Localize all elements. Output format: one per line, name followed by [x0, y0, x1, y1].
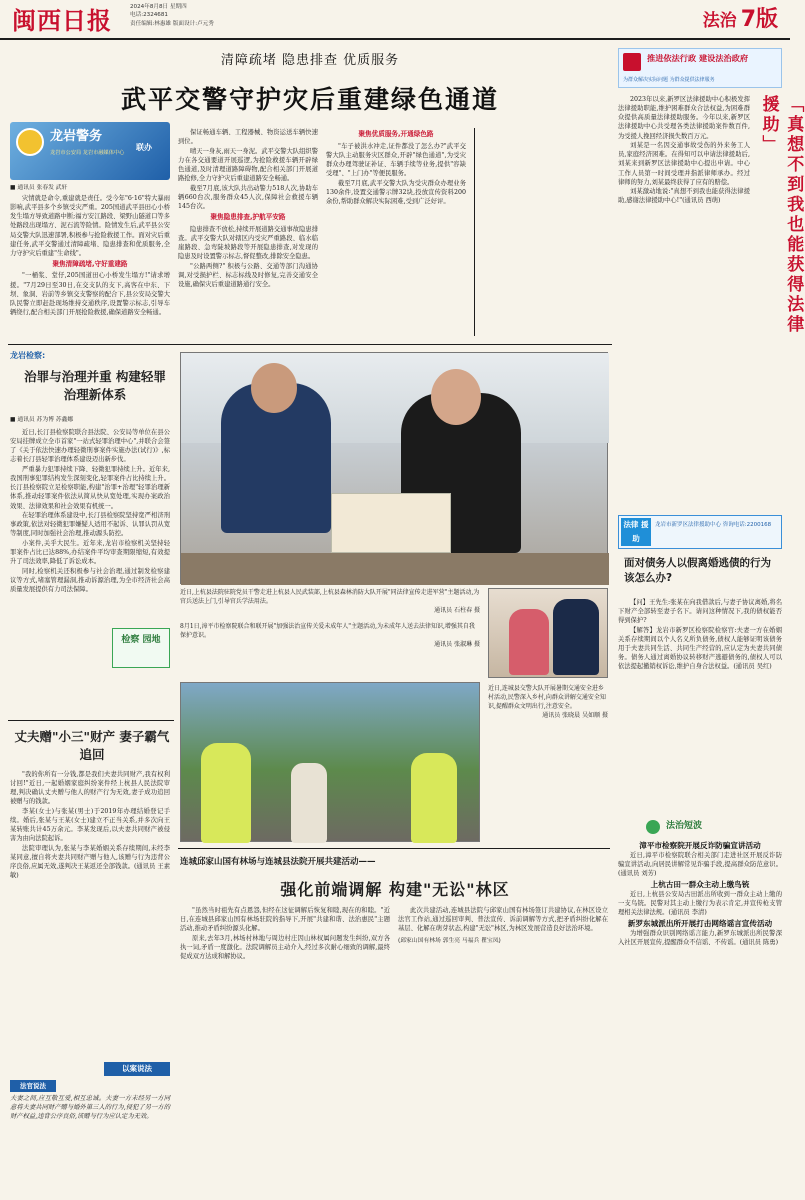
section-divider — [8, 720, 174, 721]
issue-phone: 电话:2324681 — [130, 12, 168, 19]
page-number: 7版 — [740, 7, 778, 32]
main-photo-credit: 通讯员 石柱春 摄 — [434, 607, 480, 614]
procuratorate-paragraph: 小案件,关乎大民生。近年来,龙岩市检察机关坚持轻罪案件占比已达88%,办结案件平均审查期限缩短,有效提升了司法效率,降低了诉讼成本。 — [10, 540, 170, 566]
forest-court-paragraph: "虽然当时祖先有点恩怨,但经在这征调解后恢复和睦,现在的和睦。"近日,在连城县邱家山国有林场驻院的指导下,开展"共建和谐、法治惠民"主题活动,推动矛盾纠纷源头化解。 — [180, 907, 390, 933]
third-photo-caption — [488, 684, 608, 720]
short-news-text: 为增强群众识别网络谣言能力,新罗东城派出所民警深入社区开展宣传,提醒群众不信谣、不传谣。(通讯员 陈勇) — [618, 929, 782, 946]
legal-aid-banner — [618, 48, 782, 88]
main-photo-caption — [180, 588, 480, 615]
procuratorate-byline: ■ 通讯员 苏为博 苏鑫娜 — [10, 417, 74, 423]
brochure — [331, 493, 451, 553]
masthead-meta — [130, 3, 350, 28]
main-photo — [180, 352, 608, 584]
procuratorate-badge: 检察 园地 — [112, 628, 170, 668]
qa-body — [618, 598, 782, 672]
short-news-list — [618, 840, 782, 948]
traffic-officer-figure — [411, 753, 457, 843]
qa-title: 面对债务人以假离婚逃债的行为该怎么办? — [624, 557, 771, 585]
police-badge — [10, 122, 170, 180]
legal-aid-tag: 法律 援助 — [621, 518, 651, 546]
newspaper-logo: 闽西日报 — [12, 6, 112, 35]
section-name: 法治 — [702, 11, 737, 31]
lead-paragraph: 截至7月底,该大队共出动警力518人次,协助车辆660台次,服务群众45人次,保障社会救援车辆145台次。 — [178, 184, 318, 210]
judge-head — [431, 369, 481, 425]
lead-paragraph: 截至7月底,武平交警大队为受灾群众办理业务130余件,设置交通警示牌32块,投放宣传资料200余份,帮助群众解决实际困难,受到广泛好评。 — [326, 179, 466, 205]
leaf-icon — [646, 820, 660, 834]
legal-aid-body — [618, 95, 750, 206]
editors: 责任编辑:林惠雄 版面设计:卢元秀 — [130, 20, 214, 27]
child-figure — [509, 609, 549, 675]
lead-paragraph: 灾情就是命令,重建就是责任。受今年"6·16"特大暴雨影响,武平县多个乡镇受灾严重。205国道武平县田心小桥发生塌方导致道路中断;福方安江路段、梁野山隧道口等多处路段出现塌方、泥石流等险情。险情发生后,武平县公安局交警大队迅速部署,积极参与抢险救援工作。面对灾后重建任务,武平交警通过清障疏堵、隐患排查和优质服务,全力守护灾后重建"生命线"。 — [10, 195, 170, 257]
procuratorate-body — [10, 428, 170, 595]
second-photo — [488, 588, 608, 678]
procuratorate-paragraph: 同时,检察机关还积极参与社会治理,通过制发检察建议等方式,堵塞管理漏洞,推动诉源治理,为全市经济社会高质量发展提供有力司法保障。 — [10, 567, 170, 594]
third-photo-credit: 通讯员 张晓晨 吴如顺 摄 — [542, 712, 608, 719]
legal-aid-banner-text: 推进依法行政 建设法治政府 — [647, 53, 749, 63]
legal-aid-info-box — [618, 515, 782, 549]
lead-paragraph: 保证畅通车辆、工程器械、物资运送车辆快速到位。 — [178, 129, 318, 146]
forest-court-column-2 — [398, 906, 608, 946]
procuratorate-headline: 治罪与治理并重 构建轻罪治理新体系 — [24, 369, 166, 403]
lead-column-3 — [326, 128, 466, 206]
legal-aid-title: 「真想不到我也能获得法律援助」 — [758, 95, 804, 335]
second-photo-credit: 通讯员 张淑琳 摄 — [434, 641, 480, 648]
legal-aid-paragraph: 刘某是一名因交通事故受伤的外来务工人员,家庭经济困难。在得知可以申请法律援助后,刘某来到新罗区法律援助中心提出申请。中心工作人员第一时间受理并指派律师承办。经过律师的努力,刘某最终获得了应有的赔偿。 — [618, 142, 750, 186]
short-news-text: 近日,漳平市检察院联合相关部门走进社区开展反诈防骗宣讲活动,向居民讲解常见诈骗手段,提高群众防范意识。(通讯员 刘芳) — [618, 852, 782, 878]
officer-head — [251, 363, 297, 413]
traffic-officer-figure — [201, 743, 251, 843]
justice-logo-icon — [623, 53, 641, 71]
lead-subhead-1: 聚焦清障疏堵,守好重建路 — [52, 259, 128, 268]
procuratorate-label: 龙岩检察: — [10, 351, 46, 360]
qa-paragraph: 【解答】龙岩市新罗区检察院检察官:夫妻一方在婚姻关系存续期间以个人名义所负债务,债权人能够证明该债务用于夫妻共同生活、共同生产经营的,应认定为夫妻共同债务。债务人通过离婚协议转移财产逃避债务的,债权人可以依法提起撤销权诉讼,维护自身合法权益。(通讯员 吴红) — [618, 626, 782, 671]
property-case-body — [10, 770, 170, 881]
judge-tip-text: 夫妻之间,应互敬互爱,相互忠诚。夫妻一方未经另一方同意将夫妻共同财产赠与婚外第三人的行为,侵犯了另一方的财产权益,违背公序良俗,该赠与行为应认定为无效。 — [10, 1095, 170, 1121]
forest-court-byline: (邱家山国有林场 郭生亮 马福兵 瞿宝凤) — [398, 938, 501, 945]
lead-paragraph: "车子被洪水冲走,证件都没了怎么办?"武平交警大队主动服务灾区群众,开辟"绿色通道",为受灾群众办理驾驶证补证、车辆手续等业务,提供"容缺受理"、"上门办"等便民服务。 — [326, 142, 466, 177]
forest-court-headline: 强化前端调解 构建"无讼"林区 — [280, 880, 510, 899]
lead-paragraph: 隐患排查不放松,持续开展道路交通事故隐患排查。武平交警大队对辖区内受灾严重路段、临水临崖路段、急弯陡坡路段等开展隐患排查,对发现的隐患及时设置警示标志,督促整改,排除安全隐患。 — [178, 225, 318, 261]
property-case-paragraph: 李某(女士)与张某(男士)于2019年办理结婚登记手续。婚后,张某与王某(女士)建立不正当关系,并多次向王某转账共计45万余元。李某发现后,以夫妻共同财产被侵害为由向法院起诉。 — [10, 808, 170, 843]
short-news-header — [618, 820, 782, 836]
villager-figure — [291, 763, 327, 843]
lead-subhead-3: 聚焦优质服务,开通绿色路 — [358, 130, 434, 138]
lead-column-2 — [178, 128, 318, 290]
second-photo-caption-text: 8月1日,漳平市检察院联合和联开展"加强法治宣传关爱未成年人"主题活动,为未成年人送去法律知识,增强其自我保护意识。 — [180, 623, 475, 639]
lead-column-1 — [10, 194, 170, 318]
section-divider — [8, 344, 612, 345]
lead-headline: 武平交警守护灾后重建绿色通道 — [120, 85, 499, 114]
property-case-paragraph: "我的你所有一分钱,都是我们夫妻共同财产,我有权利讨回!"近日,一起婚姻家庭纠纷案件经上杭县人民法院审理,判决确认丈夫赠与他人的财产行为无效,妻子成功追回被赠与的钱款。 — [10, 771, 170, 806]
second-photo-caption — [180, 622, 480, 649]
short-news-title: 上杭古田一群众主动上缴鸟铳 — [650, 879, 750, 889]
section-divider — [178, 848, 610, 849]
column-divider — [474, 128, 475, 336]
third-photo-caption-text: 近日,连城县交警大队开展暑期交通安全进乡村活动,民警深入乡村,向群众讲解交通安全知识,提醒群众文明出行,注意安全。 — [488, 685, 606, 710]
prosecutor-figure — [553, 599, 599, 675]
judge-tip-title: 法官说法 — [10, 1080, 56, 1092]
legal-aid-paragraph: 刘某激动地说:"真想不到我也能获得法律援助,感谢法律援助中心!"(通讯员 西萌) — [618, 188, 750, 205]
forest-court-paragraph: 原来,去年3月,林场村林地与周边村庄因山林权属问题发生纠纷,双方各执一词,矛盾一度激化。法院调解员主动介入,经过多次耐心细致的调解,最终促成双方达成和解协议。 — [180, 934, 390, 961]
procuratorate-paragraph: 近日,长汀县检察院联合县法院、公安局等单位在县公安局挂牌成立全市首家"一站式轻罪治理中心",并联合会签了《关于依法快速办理轻微刑事案件实施办法(试行)》,标志着长汀县轻罪治理体系建设迈出新步伐。 — [10, 429, 170, 464]
forest-court-paragraph: 此次共建活动,连城县法院与邱家山国有林场签订共建协议,在林区设立法官工作站,通过巡回审判、普法宣传、诉前调解等方式,把矛盾纠纷化解在基层、化解在萌芽状态,构建"无讼"林区,为林区发展营造良好法治环境。 — [398, 907, 608, 933]
procuratorate-paragraph: 严重暴力犯罪持续下降、轻微犯罪持续上升。近年来,我国刑事犯罪结构发生深刻变化,轻罪案件占比持续上升。长汀县检察院立足检察职能,构建"治罪+治理"轻罪治理新体系,推动轻罪案件依法从简从快从宽处理,实现办案政治效果、法律效果和社会效果有机统一。 — [10, 466, 170, 510]
police-badge-title: 龙岩警务 — [50, 129, 103, 144]
masthead — [0, 0, 790, 40]
lead-paragraph: 晴天一身灰,雨天一身泥。武平交警大队组织警力在各交通要道开展巡逻,为抢险救援车辆开辟绿色通道,及时清理道路障碍物,配合相关部门开展道路抢修,全力守护灾后重建道路安全畅通。 — [178, 147, 318, 183]
short-news-title: 新罗东城派出所开展打击网络谣言宣传活动 — [627, 918, 773, 928]
short-news-title: 漳平市检察院开展反诈防骗宣讲活动 — [639, 841, 761, 850]
main-photo-caption-text: 近日,上杭县法院驻院党员干警走进上杭县人民武装部,上杭县森林消防大队开展"同法律宣传走进军营"主题活动,为官兵送法上门,引导官兵学法用法。 — [180, 589, 480, 605]
third-photo — [180, 682, 480, 842]
lead-kicker: 清障疏堵 隐患排查 优质服务 — [220, 53, 400, 68]
forest-court-kicker: 连城邱家山国有林场与连城县法院开展共建活动—— — [180, 857, 376, 867]
police-badge-sub: 龙岩市公安局 龙岩市融媒体中心 — [50, 150, 125, 156]
qa-paragraph: 【问】王先生:张某在向我借款后,与妻子协议离婚,将名下财产全部转至妻子名下。请问这种情况下,我的债权能否得到保护? — [618, 599, 782, 625]
property-case-badge: 以案说法 — [104, 1062, 170, 1076]
short-news-tag: 法治短波 — [666, 821, 703, 831]
legal-aid-info-text: 龙岩市新罗区法律援助中心 咨询电话:2200168 — [655, 522, 772, 528]
legal-aid-paragraph: 2023年以来,新罗区法律援助中心积极发挥法律援助职能,维护困难群众合法权益,为困难群众提供高质量法律援助服务。今年以来,新罗区法律援助中心共受理各类法律援助案件数百件,为受援人挽回经济损失数百万元。 — [618, 96, 750, 140]
short-news-text: 近日,上杭县公安局古田派出所收到一群众主动上缴的一支鸟铳。民警对其主动上缴行为表示肯定,并宣传枪支管理相关法律法规。(通讯员 李清) — [618, 890, 782, 917]
police-badge-tag: 联办 — [136, 143, 152, 152]
section-title — [703, 4, 778, 36]
lead-subhead-2: 聚焦隐患排查,护航平安路 — [210, 213, 286, 222]
table — [181, 553, 609, 585]
procuratorate-paragraph: 在轻罪治理体系建设中,长汀县检察院坚持宽严相济刑事政策,依法对轻微犯罪嫌疑人适用不起诉、认罪认罚从宽等制度,同时加强社会治理,推动源头防控。 — [10, 512, 170, 538]
property-case-paragraph: 法院审理认为,张某与李某婚姻关系存续期间,未经李某同意,擅自将夫妻共同财产赠与他人,该赠与行为违背公序良俗,应属无效,遂判决王某返还全部钱款。(通讯员 王素敏) — [10, 845, 170, 880]
lead-paragraph: "一桶浆、堂仔,205国道田心小桥发生塌方!"请求增援。"7月29日至30日,在交支队的支下,高客在中东、下坝、象洞、岩前等乡镇交支警察的配合下,县公安局交警大队民警立即赶赴现场维持交通秩序,设置警示标志,引导车辆绕行,配合相关部门开展抢险救援,确保道路安全畅通。 — [10, 272, 170, 316]
forest-court-column-1 — [180, 906, 390, 962]
issue-date: 2024年8月8日 星期四 — [130, 4, 187, 10]
property-case-headline: 丈夫赠"小三"财产 妻子霸气追回 — [14, 729, 170, 763]
lead-byline: ■ 通讯员 张春发 武轩 — [10, 185, 68, 191]
police-emblem-icon — [16, 128, 44, 156]
lead-paragraph: "公路两侧?" 积极与公路、交通等部门沟通协调,对受损护栏、标志标线及时修复,完善交通安全设施,确保灾后重建道路通行安全。 — [178, 262, 318, 288]
legal-aid-banner-sub: 为群众解决实际问题 为群众提供法律服务 — [623, 77, 715, 83]
